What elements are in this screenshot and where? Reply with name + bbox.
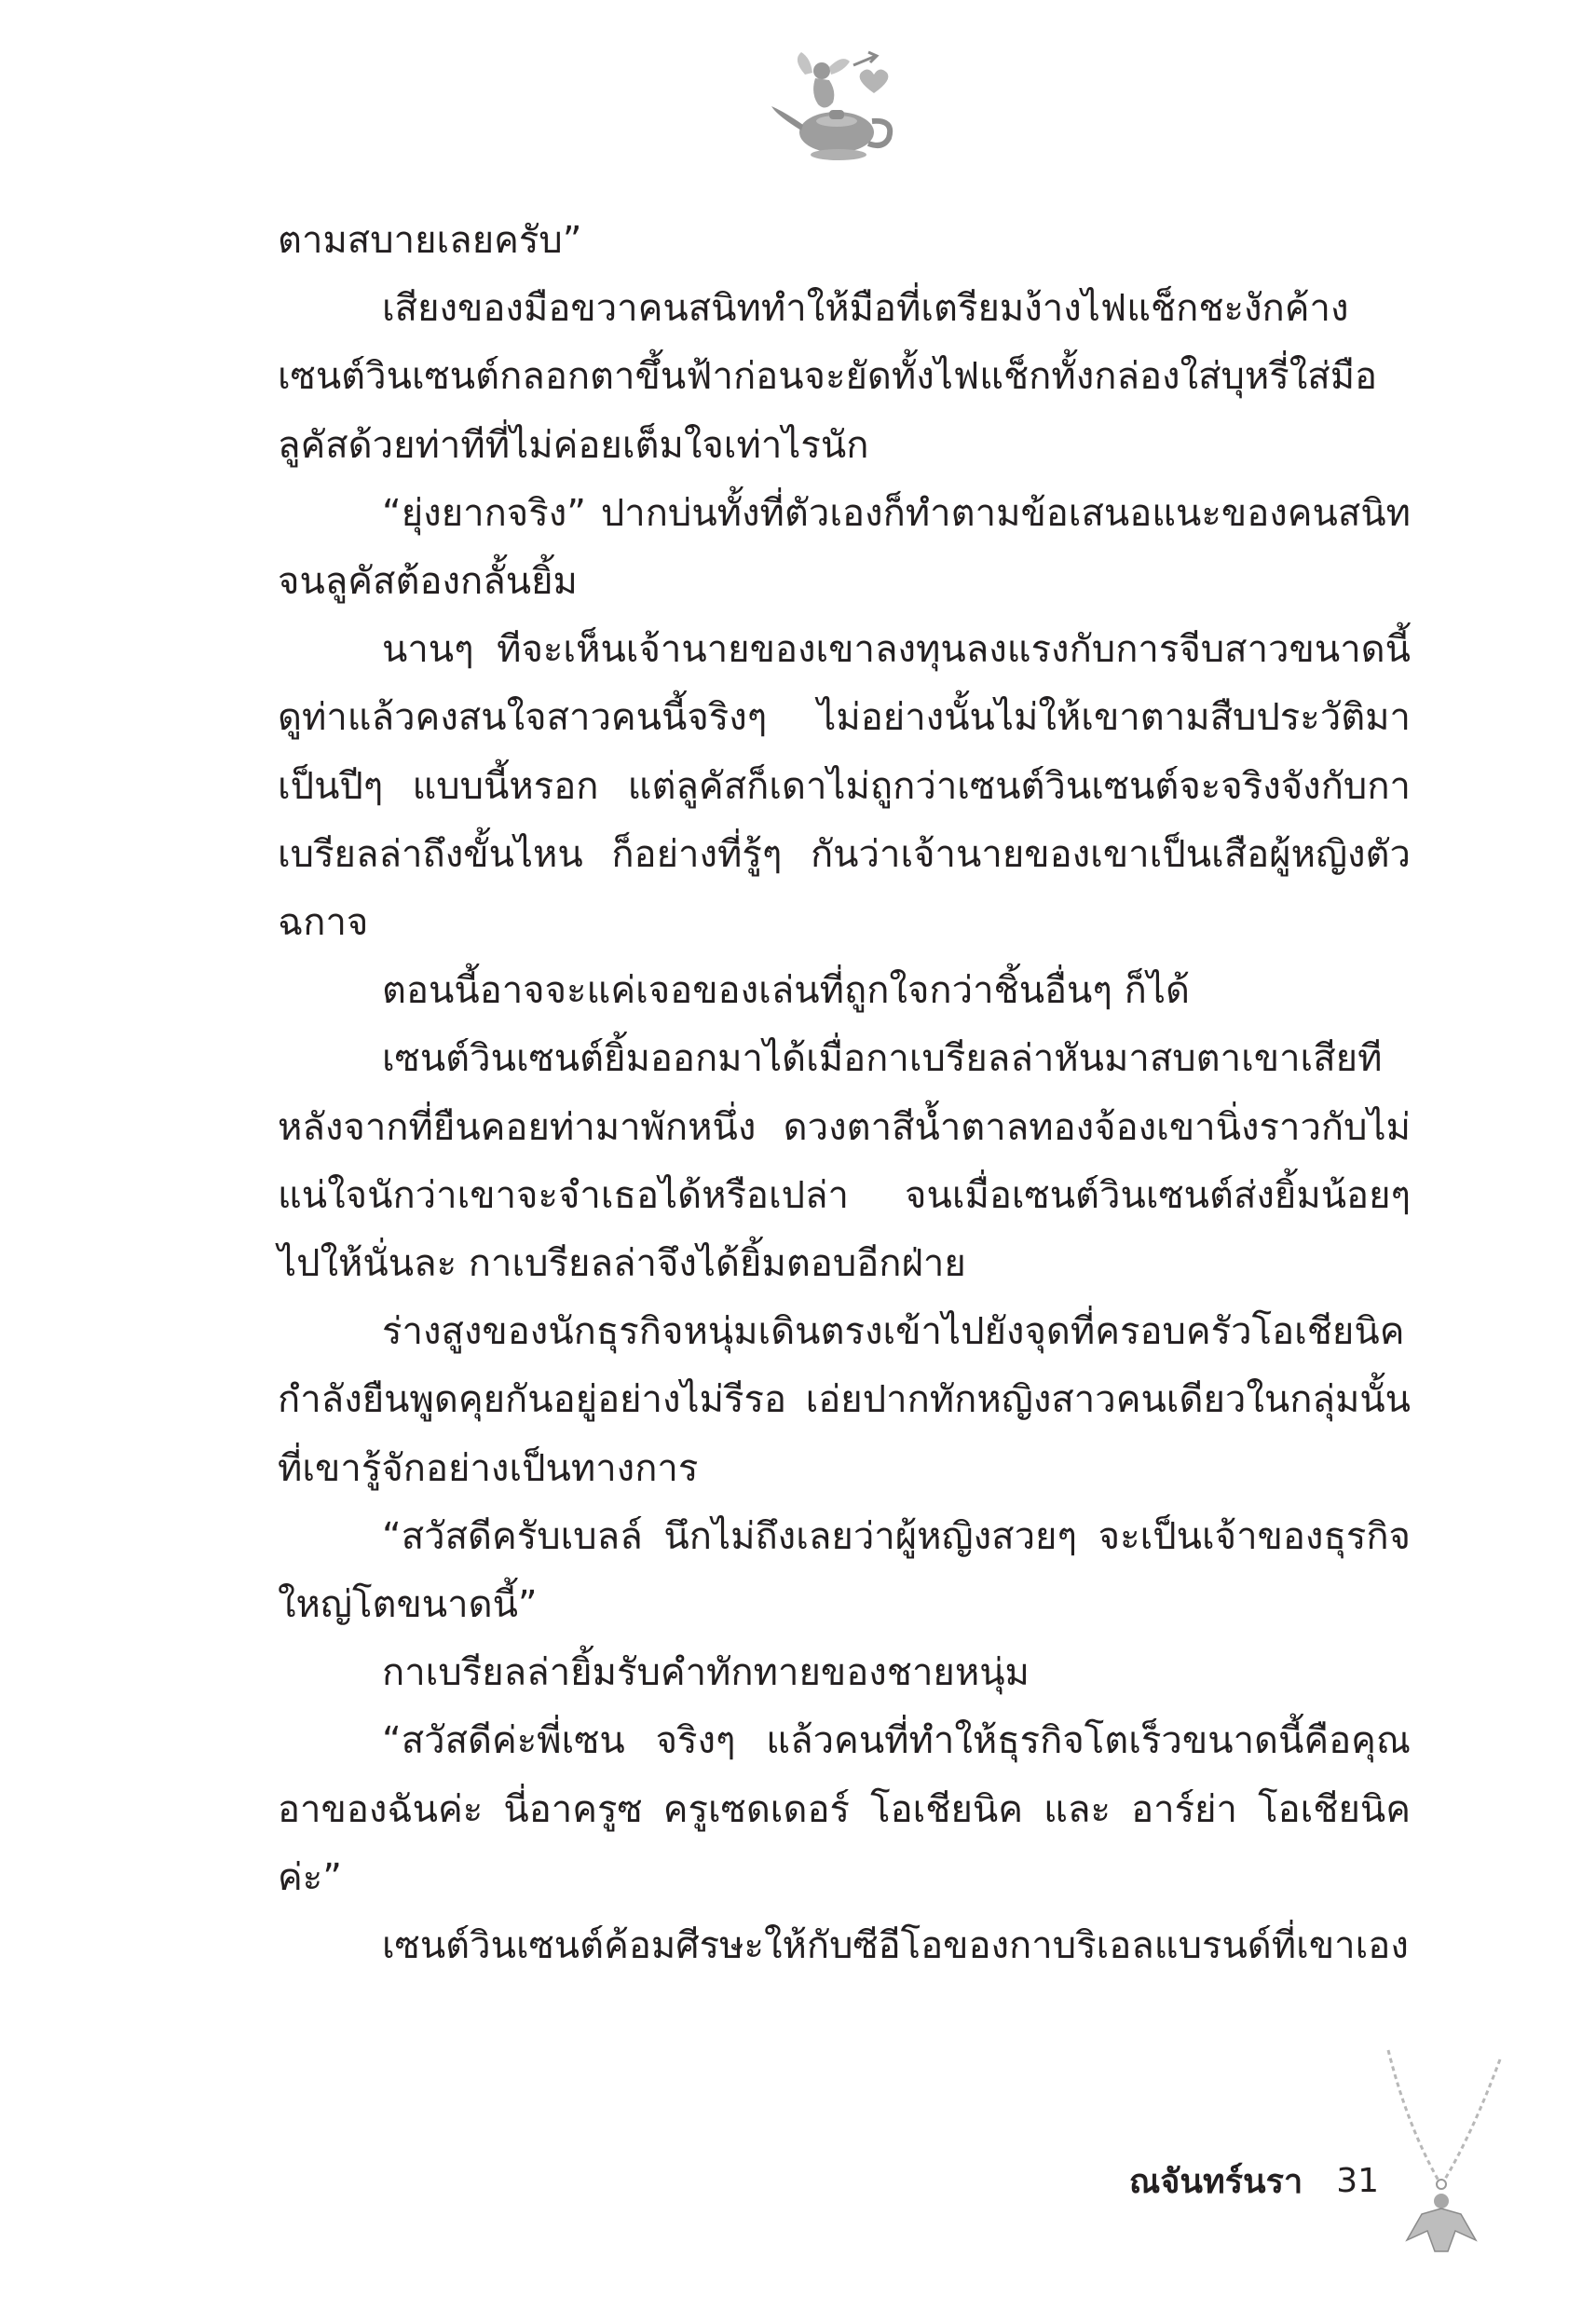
paragraph: ตอนนี้อาจจะแค่เจอของเล่นที่ถูกใจกว่าชิ้นอื่นๆ ก็ได้ — [382, 969, 1190, 1013]
paragraph: ร่างสูงของนักธุรกิจหนุ่มเดินตรงเข้าไปยังจุดที่ครอบครัวโอเชียนิคกำลังยืนพูดคุยกันอยู่อย่างไม่รีรอ เอ่ยปากทักหญิงสาวคนเดียวในกลุ่มนั้นที่เขารู้จักอย่างเป็นทางการ — [278, 1310, 1411, 1490]
paragraph: เสียงของมือขวาคนสนิททำให้มือที่เตรียมง้างไฟแช็กชะงักค้าง เซนต์วินเซนต์กลอกตาขึ้นฟ้าก่อนจะยัดทั้งไฟแช็กทั้งกล่องใส่บุหรี่ใส่มือลูคัสด้วยท่าทีที่ไม่ค่อยเต็มใจเท่าไรนัก — [278, 287, 1378, 467]
page-number: 31 — [1336, 2161, 1379, 2200]
chapter-body-text — [278, 207, 1411, 1980]
paragraph: เซนต์วินเซนต์ค้อมศีรษะให้กับซีอีโอของกาบริเอลแบรนด์ที่เขาเอง — [382, 1924, 1409, 1968]
author-name: ณจันทร์นรา — [1128, 2162, 1303, 2201]
paragraph: “สวัสดีครับเบลล์ นึกไม่ถึงเลยว่าผู้หญิงสวยๆ จะเป็นเจ้าของธุรกิจใหญ่โตขนาดนี้” — [278, 1514, 1411, 1627]
angel-pendant-icon — [1370, 2041, 1509, 2255]
paragraph: ตามสบายเลยครับ” — [278, 219, 582, 262]
page-footer — [1081, 2153, 1379, 2208]
paragraph: นานๆ ทีจะเห็นเจ้านายของเขาลงทุนลงแรงกับการจีบสาวขนาดนี้ ดูท่าแล้วคงสนใจสาวคนนี้จริงๆ ไม่อย่างนั้นไม่ให้เขาตามสืบประวัติมาเป็นปีๆ แบบนี้หรอก แต่ลูคัสก็เดาไม่ถูกว่าเซนต์วินเซนต์จะจริงจังกับกาเบรียลล่าถึงขั้นไหน ก็อย่างที่รู้ๆ กันว่าเจ้านายของเขาเป็นเสือผู้หญิงตัวฉกาจ — [278, 628, 1411, 945]
paragraph: “ยุ่งยากจริง” ปากบ่นทั้งที่ตัวเองก็ทำตามข้อเสนอแนะของคนสนิทจนลูคัสต้องกลั้นยิ้ม — [278, 491, 1411, 604]
paragraph: เซนต์วินเซนต์ยิ้มออกมาได้เมื่อกาเบรียลล่าหันมาสบตาเขาเสียทีหลังจากที่ยืนคอยท่ามาพักหนึ่ง ดวงตาสีน้ำตาลทองจ้องเขานิ่งราวกับไม่แน่ใจนักว่าเขาจะจำเธอได้หรือเปล่า จนเมื่อเซนต์วินเซนต์ส่งยิ้มน้อยๆ ไปให้นั่นละ กาเบรียลล่าจึงได้ยิ้มตอบอีกฝ่าย — [278, 1037, 1411, 1286]
paragraph: “สวัสดีค่ะพี่เซน จริงๆ แล้วคนที่ทำให้ธุรกิจโตเร็วขนาดนี้คือคุณอาของฉันค่ะ นี่อาครูซ ครูเซดเดอร์ โอเชียนิค และ อาร์ย่า โอเชียนิค ค่ะ” — [278, 1719, 1411, 1899]
teapot-ornament-icon — [764, 47, 904, 168]
paragraph: กาเบรียลล่ายิ้มรับคำทักทายของชายหนุ่ม — [382, 1651, 1030, 1695]
